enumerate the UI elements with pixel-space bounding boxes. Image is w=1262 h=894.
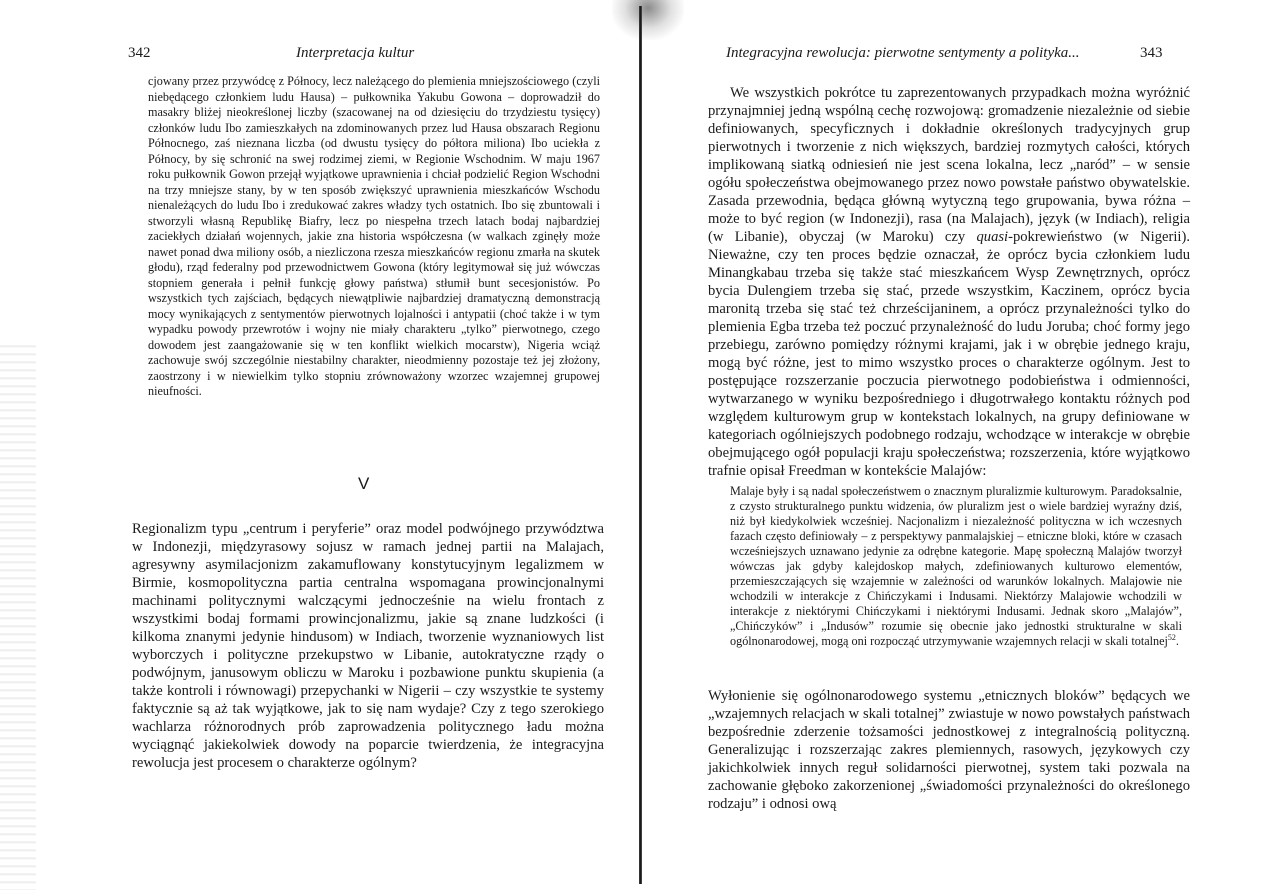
right-paragraph-2: Wyłonienie się ogólnonarodowego systemu „etnicznych bloków” będących we „wzajemnych relacjach w skali totalnej” zwiastuje w nowo powstałych państwach bezpośrednie zderzenie tożsamości jednostkowej z integralnością polityczną. Generalizując i rozszerzając zakres plemiennych, rasowych, językowych czy jakichkolwiek innych reguł solidarności pierwotnej, system taki pozwala na zachowanie głęboko zakorzenionej „świadomości przynależności do określonego rodzaju” i odnosi ową <box>708 688 1190 812</box>
block-quote <box>730 484 1182 649</box>
right-page-number: 343 <box>1140 45 1163 61</box>
right-running-head: Integracyjna rewolucja: pierwotne sentymenty a polityka... <box>726 45 1080 61</box>
left-running-head: Interpretacja kultur <box>296 45 415 61</box>
right-page <box>642 0 1262 894</box>
right-paragraph-1 <box>708 84 1190 480</box>
left-page-number: 342 <box>128 45 151 61</box>
block-quote-text: Malaje były i są nadal społeczeństwem o znacznym pluralizmie kulturowym. Paradoksalnie, z czysto strukturalnego punktu widzenia, ów pluralizm jest o wiele bardziej wyraźny dziś, niż był kiedykolwiek wcześniej. Nacjonalizm i niezależność polityczna w ich wczesnych fazach często definiowały – z perspektywy panmalajskiej – etniczne bloki, które w czasach wcześniejszych uznawano jedynie za odrębne kategorie. Mapę społeczną Malajów tworzył wówczas jak gdyby kalejdoskop małych, zdefiniowanych kulturowo elementów, przemieszczających się wzajemnie w zależności od warunków lokalnych. Malajowie nie wchodzili w interakcje z Chińczykami i Indusami. Niektórzy Malajowie wchodzili w interakcje z niektórymi Chińczykami i niektórymi Indusami. Jednak skoro „Malajów”, „Chińczyków” i „Indusów” rozumie się obecnie jako jednostki strukturalne w skali ogólnonarodowej, mogą oni rozpocząć utrzymywanie wzajemnych relacji w skali totalnej <box>730 484 1182 648</box>
section-heading: V <box>358 474 370 493</box>
block-quote-end: . <box>1175 634 1179 648</box>
left-paragraph-2: Regionalizm typu „centrum i peryferie” oraz model podwójnego przywództwa w Indonezji, międzyrasowy sojusz w ramach jednej partii na Malajach, agresywny asymilacjonizm zakamuflowany konstytucyjnym legalizmem w Birmie, kosmopolityczna partia centralna wspomagana prowincjonalnymi machinami politycznymi walczącymi jednocześnie na wielu frontach z wszystkimi bodaj formami prowincjonalizmu, jakie są znane ludzkości (i kilkoma znanymi jedynie hindusom) w Indiach, tworzenie wyznaniowych list wyborczych i polityczne przekupstwo w Libanie, autokratyczne rządy o podwójnym, janusowym obliczu w Maroku i pozbawione punktu skupienia (a także kontroli i równowagi) przepychanki w Nigerii – czy wszystkie te systemy faktycznie są aż tak wyjątkowe, jak to się nam wydaje? Czy z tego szerokiego wachlarza różnorodnych prób zaprowadzenia politycznego ładu można wyciągnąć jakiekolwiek dowody na poparcie twierdzenia, że integracyjna rewolucja jest procesem o charakterze ogólnym? <box>132 521 604 771</box>
footnote-marker: 52 <box>1167 632 1176 642</box>
right-paragraph-1-text-b: -pokrewieństwo (w Nigerii). Nieważne, czy ten proces będzie oznaczał, że oprócz bycia członkiem ludu Minangkabau trzeba się także stać mieszkańcem Wysp Zewnętrznych, oprócz bycia Dulengiem trzeba się stać, przede wszystkim, Kaczinem, oprócz bycia maronitą trzeba się stać też chrześcijaninem, a oprócz przynależności tylko do plemienia Egba trzeba też poczuć przynależność do ludu Joruba; choć formy jego przebiegu, zarówno pomiędzy różnymi krajami, jak i w obrębie jednego kraju, mogą być różne, jest to mimo wszystko proces o charakterze ogólnym. Jest to postępujące rozszerzanie poczucia pierwotnego podobieństwa i odmienności, wytwarzanego w wyniku bezpośredniego i długotrwałego kontaktu różnych pod względem kulturowym grup w kontekstach lokalnych, na grupy definiowane w kategoriach ogólniejszych podobnego rodzaju, wchodzące w interakcje w obrębie obejmującego ogół populacji kraju społeczeństwa; rozszerzenia, które wyjątkowo trafnie opisał Freedman w kontekście Malajów: <box>708 229 1190 479</box>
right-paragraph-1-text-a: We wszystkich pokrótce tu zaprezentowanych przypadkach można wyróżnić przynajmniej jedną wspólną cechę rozwojową: gromadzenie niezależnie od siebie definiowanych, specyficznych i dokładnie określonych tradycyjnych grup pierwotnych i tworzenie z nich większych, bardziej rozmytych całości, których implikowaną siatką odniesień nie jest scena lokalna, lecz „naród” – w sensie ogółu społeczeństwa obejmowanego przez nowo powstałe państwo obywatelskie. Zasada przewodnia, będąca główną wytyczną tego grupowania, bywa różna – może to być region (w Indonezji), rasa (na Malajach), język (w Indiach), religia (w Libanie), obyczaj (w Maroku) czy <box>708 85 1190 245</box>
right-paragraph-1-italic: quasi <box>976 229 1009 245</box>
left-paragraph-1: cjowany przez przywódcę z Północy, lecz należącego do plemienia mniejszościowego (czyli niebędącego członkiem ludu Hausa) – pułkownika Yakubu Gowona – doprowadził do masakry bliżej nieokreślonej liczby (szacowanej na od dziesięciu do trzydziestu tysięcy) członków ludu Ibo zamieszkałych na zdominowanych przez lud Hausa obszarach Regionu Północnego, zaś nieznana liczba (od dwustu tysięcy do półtora miliona) Ibo uciekła z Północy, by się schronić na swej rodzimej ziemi, w Regionie Wschodnim. W maju 1967 roku pułkownik Gowon przejął wyjątkowe uprawnienia i chciał podzielić Region Wschodni na trzy mniejsze stany, by w ten sposób zwiększyć uprawnienia mieszkańców Wschodu nienależących do ludu Ibo i zredukować zakres władzy tych ostatnich. Ibo się zbuntowali i stworzyli własną Republikę Biafry, lecz po niespełna trzech latach bodaj najbardziej zaciekłych działań wojennych, jakie zna historia współczesna (w walkach zginęły może nawet ponad dwa miliony osób, a niezliczona rzesza mieszkańców regionu zmarła na skutek głodu), rząd federalny pod przewodnictwem Gowona (który legitymował się już wówczas stopniem generała i pełnił funkcję głowy państwa) stłumił bunt secesjonistów. Po wszystkich tych zajściach, będących niewątpliwie najbardziej dramatyczną demonstracją mocy wynikających z sentymentów pierwotnych lojalności i antypatii (choć także i w tym wypadku powody przewrotów i wojny nie miały charakteru „tylko” pierwotnego, czego dowodem jest zaangażowanie się w ten konflikt wielkich mocarstw), Nigeria wciąż zachowuje swój szczególnie niestabilny charakter, nieodmienny pozostaje też jej złożony, zaostrzony i w niewielkim tylko stopniu zrównoważony wzorzec wzajemnej grupowej nieufności. <box>148 74 600 398</box>
page-edge-shadow <box>0 340 36 890</box>
